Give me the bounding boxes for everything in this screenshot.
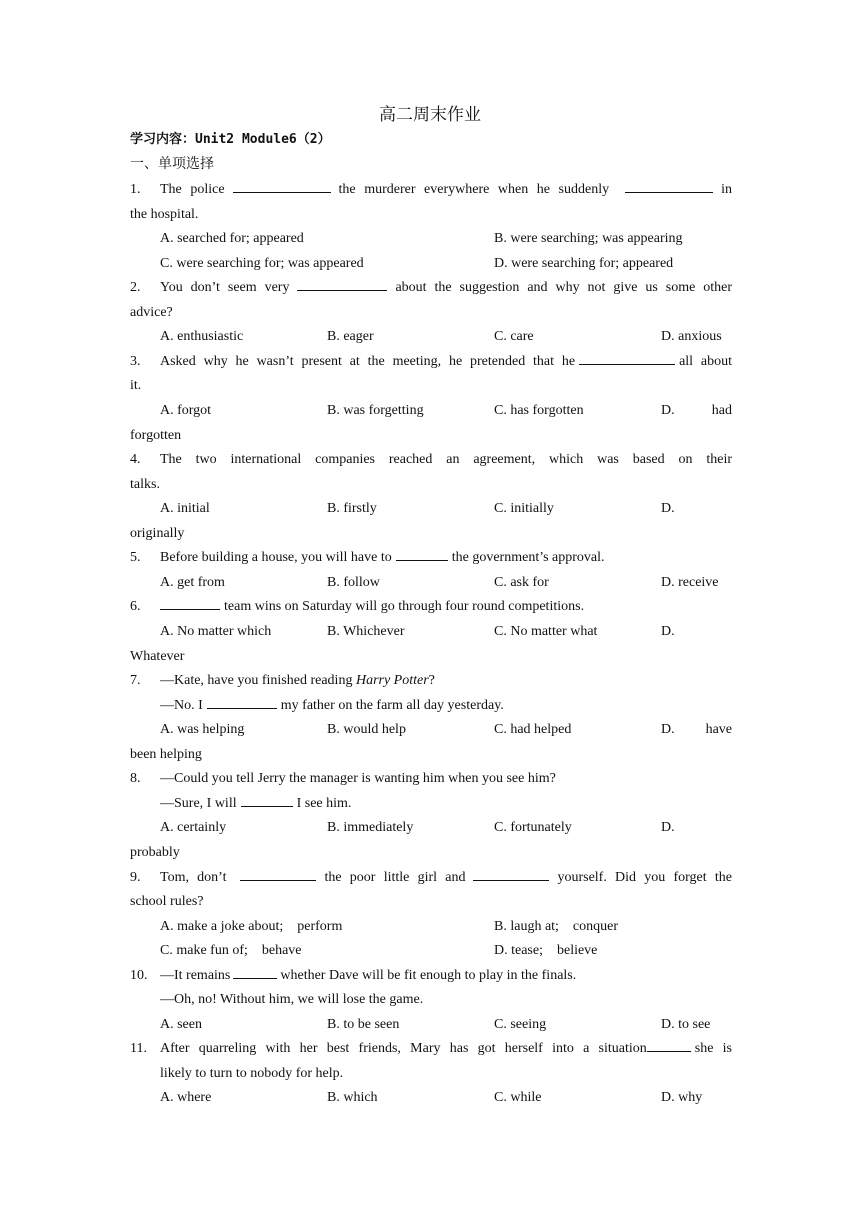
question-4-continuation: talks. [130, 477, 160, 492]
option-b[interactable]: B. which [327, 1090, 378, 1105]
answer-blank [233, 178, 331, 193]
question-number: 6. [130, 599, 141, 614]
option-d[interactable]: D. [661, 501, 675, 516]
question-3-continuation: it. [130, 378, 142, 393]
option-b[interactable]: B. to be seen [327, 1017, 400, 1032]
study-content-heading: 学习内容：Unit2 Module6（2） [130, 132, 331, 147]
question-6-stem: 6. team wins on Saturday will go through four round competitions. [130, 595, 732, 619]
question-7-options [160, 718, 732, 742]
question-number: 8. [130, 771, 141, 786]
option-d[interactable]: D. receive [661, 575, 719, 590]
question-4-options [160, 497, 732, 521]
option-c[interactable]: C. care [494, 329, 534, 344]
question-7-line-2: —No. I my father on the farm all day yesterday. [160, 694, 732, 718]
option-c[interactable]: C. were searching for; was appeared [160, 256, 364, 271]
option-b[interactable]: B. would help [327, 722, 406, 737]
question-number: 9. [130, 870, 141, 885]
question-9-continuation: school rules? [130, 894, 204, 909]
option-d[interactable]: D. [661, 820, 675, 835]
option-d-wrap: forgotten [130, 428, 182, 443]
option-d-wrap: Whatever [130, 649, 185, 664]
answer-blank [579, 350, 675, 365]
option-d[interactable]: D. tease; believe [494, 943, 598, 958]
answer-blank [647, 1037, 691, 1052]
option-c[interactable]: C. make fun of; behave [160, 943, 302, 958]
option-c[interactable]: C. initially [494, 501, 554, 516]
option-b[interactable]: B. eager [327, 329, 374, 344]
question-8-line-2: —Sure, I will I see him. [160, 792, 732, 816]
question-9-options [160, 915, 732, 939]
option-c[interactable]: C. had helped [494, 722, 572, 737]
option-c[interactable]: C. while [494, 1090, 542, 1105]
question-1-options [160, 252, 732, 276]
option-a[interactable]: A. was helping [160, 722, 245, 737]
option-d-wrap: been helping [130, 747, 202, 762]
question-3-options [160, 399, 732, 423]
option-d[interactable]: D. to see [661, 1017, 711, 1032]
option-a[interactable]: A. initial [160, 501, 210, 516]
question-7-stem: 7. —Kate, have you finished reading Harry Potter? [130, 669, 732, 693]
question-1-options [160, 227, 732, 251]
answer-blank [160, 595, 220, 610]
question-3-stem: 3. Asked why he wasn’t present at the meeting, he pretended that he all about [130, 350, 732, 374]
question-number: 3. [130, 354, 141, 369]
option-d[interactable]: D. were searching for; appeared [494, 256, 674, 271]
page-title: 高二周末作业 [379, 105, 481, 124]
option-d[interactable]: D. [661, 722, 675, 737]
question-9-stem: 9. Tom, don’t the poor little girl and yourself. Did you forget the [130, 866, 732, 890]
option-b[interactable]: B. follow [327, 575, 380, 590]
answer-blank [396, 546, 448, 561]
question-2-continuation: advice? [130, 305, 173, 320]
question-2-stem: 2. You don’t seem very about the suggestion and why not give us some other [130, 276, 732, 300]
answer-blank [241, 792, 293, 807]
answer-blank [473, 866, 549, 881]
question-11-stem: 11. After quarreling with her best friends, Mary has got herself into a situation she is [130, 1037, 732, 1061]
answer-blank [240, 866, 316, 881]
option-c[interactable]: C. has forgotten [494, 403, 584, 418]
option-c[interactable]: C. No matter what [494, 624, 598, 639]
option-b[interactable]: B. laugh at; conquer [494, 919, 619, 934]
option-a[interactable]: A. seen [160, 1017, 202, 1032]
question-6-options [160, 620, 732, 644]
question-2-options [160, 325, 732, 349]
question-4-stem: 4. The two international companies reached an agreement, which was based on their [130, 448, 732, 472]
option-a[interactable]: A. certainly [160, 820, 227, 835]
question-8-options [160, 816, 732, 840]
option-d-text[interactable]: have [705, 722, 732, 737]
option-b[interactable]: B. was forgetting [327, 403, 424, 418]
answer-blank [297, 276, 387, 291]
section-heading: 一、单项选择 [130, 157, 214, 172]
question-5-stem: 5. Before building a house, you will have to the government’s approval. [130, 546, 732, 570]
option-a[interactable]: A. enthusiastic [160, 329, 244, 344]
question-10-line-2: —Oh, no! Without him, we will lose the game. [160, 992, 424, 1007]
answer-blank [207, 694, 277, 709]
question-9-options [160, 939, 732, 963]
question-number: 1. [130, 182, 141, 197]
option-b[interactable]: B. firstly [327, 501, 377, 516]
question-10-stem: 10. —It remains whether Dave will be fit enough to play in the finals. [130, 964, 732, 988]
option-a[interactable]: A. get from [160, 575, 225, 590]
option-d[interactable]: D. anxious [661, 329, 722, 344]
option-a[interactable]: A. searched for; appeared [160, 231, 304, 246]
option-d-wrap: probably [130, 845, 180, 860]
option-a[interactable]: A. No matter which [160, 624, 272, 639]
question-number: 5. [130, 550, 141, 565]
option-c[interactable]: C. seeing [494, 1017, 547, 1032]
answer-blank [625, 178, 713, 193]
option-b[interactable]: B. were searching; was appearing [494, 231, 683, 246]
question-number: 2. [130, 280, 141, 295]
option-b[interactable]: B. Whichever [327, 624, 405, 639]
option-a[interactable]: A. make a joke about; perform [160, 919, 343, 934]
option-d[interactable]: D. [661, 403, 675, 418]
book-title: Harry Potter [355, 673, 429, 688]
question-11-options [160, 1086, 732, 1110]
option-c[interactable]: C. fortunately [494, 820, 572, 835]
question-number: 11. [130, 1041, 147, 1056]
question-10-options [160, 1013, 732, 1037]
question-1-continuation: the hospital. [130, 207, 199, 222]
option-d[interactable]: D. [661, 624, 675, 639]
option-a[interactable]: A. where [160, 1090, 212, 1105]
option-d[interactable]: D. why [661, 1090, 703, 1105]
question-11-line-2: likely to turn to nobody for help. [160, 1066, 344, 1081]
option-d-wrap: originally [130, 526, 185, 541]
option-b[interactable]: B. immediately [327, 820, 414, 835]
question-1-stem: 1. The police the murderer everywhere when he suddenly in [130, 178, 732, 202]
question-number: 10. [130, 968, 148, 983]
question-number: 7. [130, 673, 141, 688]
question-number: 4. [130, 452, 141, 467]
question-5-options [160, 571, 732, 595]
option-c[interactable]: C. ask for [494, 575, 549, 590]
option-d-text[interactable]: had [711, 403, 732, 418]
option-a[interactable]: A. forgot [160, 403, 212, 418]
answer-blank [233, 964, 277, 979]
question-8-stem: 8. —Could you tell Jerry the manager is wanting him when you see him? [130, 767, 732, 791]
